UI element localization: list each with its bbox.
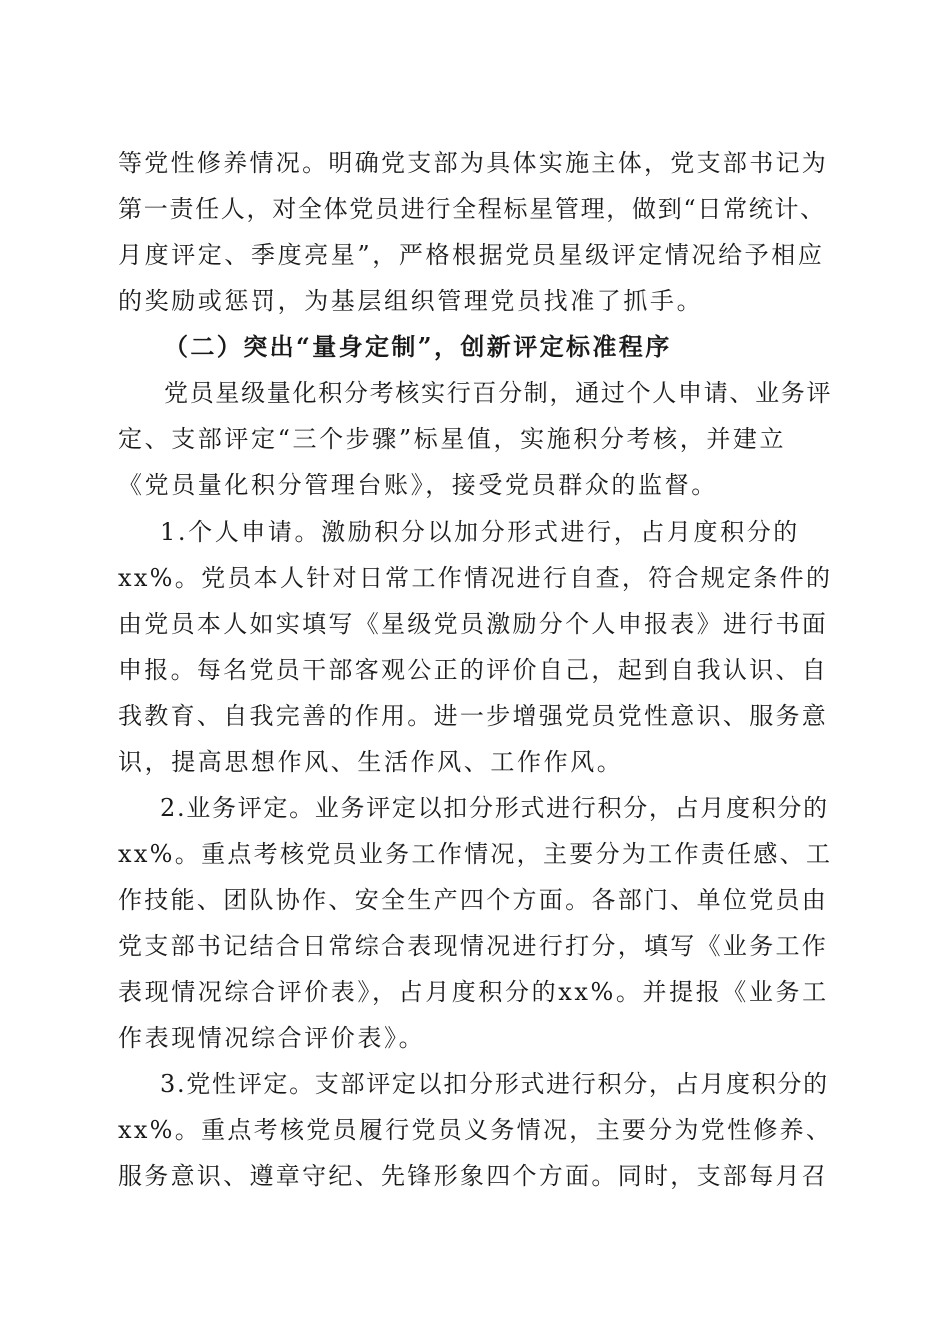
paragraph-line: xx%。重点考核党员履行党员义务情况，主要分为党性修养、	[118, 1116, 833, 1144]
paragraph-line: 1.个人申请。激励积分以加分形式进行，占月度积分的	[160, 518, 800, 546]
paragraph-line: 2.业务评定。业务评定以扣分形式进行积分，占月度积分的	[160, 794, 829, 822]
paragraph-line: 月度评定、季度亮星”，严格根据党员星级评定情况给予相应	[118, 241, 825, 269]
paragraph-line: 定、支部评定“三个步骤”标星值，实施积分考核，并建立	[118, 425, 787, 453]
paragraph-line: 的奖励或惩罚，为基层组织管理党员找准了抓手。	[118, 287, 704, 315]
paragraph-line: 识，提高思想作风、生活作风、工作作风。	[118, 748, 624, 776]
paragraph-line: 申报。每名党员干部客观公正的评价自己，起到自我认识、自	[118, 656, 829, 684]
paragraph-line: 服务意识、遵章守纪、先锋形象四个方面。同时，支部每月召	[118, 1162, 829, 1190]
paragraph-line: 3.党性评定。支部评定以扣分形式进行积分，占月度积分的	[160, 1070, 829, 1098]
paragraph-line: 作技能、团队协作、安全生产四个方面。各部门、单位党员由	[118, 886, 829, 914]
paragraph-line: 党员星级量化积分考核实行百分制，通过个人申请、业务评	[164, 379, 833, 407]
paragraph-line: 党支部书记结合日常综合表现情况进行打分，填写《业务工作	[118, 932, 829, 960]
paragraph-line: xx%。党员本人针对日常工作情况进行自查，符合规定条件的	[118, 564, 833, 592]
paragraph-line: 由党员本人如实填写《星级党员激励分个人申报表》进行书面	[118, 610, 829, 638]
paragraph-line: xx%。重点考核党员业务工作情况，主要分为工作责任感、工	[118, 840, 833, 868]
paragraph-line: 《党员量化积分管理台账》，接受党员群众的监督。	[118, 471, 718, 499]
paragraph-line: 第一责任人，对全体党员进行全程标星管理，做到“日常统计、	[118, 195, 826, 223]
section-heading: （二）突出“量身定制”，创新评定标准程序	[164, 332, 672, 361]
paragraph-line: 作表现情况综合评价表》。	[118, 1024, 426, 1052]
paragraph-line: 等党性修养情况。明确党支部为具体实施主体，党支部书记为	[118, 149, 829, 177]
paragraph-line: 表现情况综合评价表》，占月度积分的xx%。并提报《业务工	[118, 978, 829, 1006]
paragraph-line: 我教育、自我完善的作用。进一步增强党员党性意识、服务意	[118, 702, 829, 730]
